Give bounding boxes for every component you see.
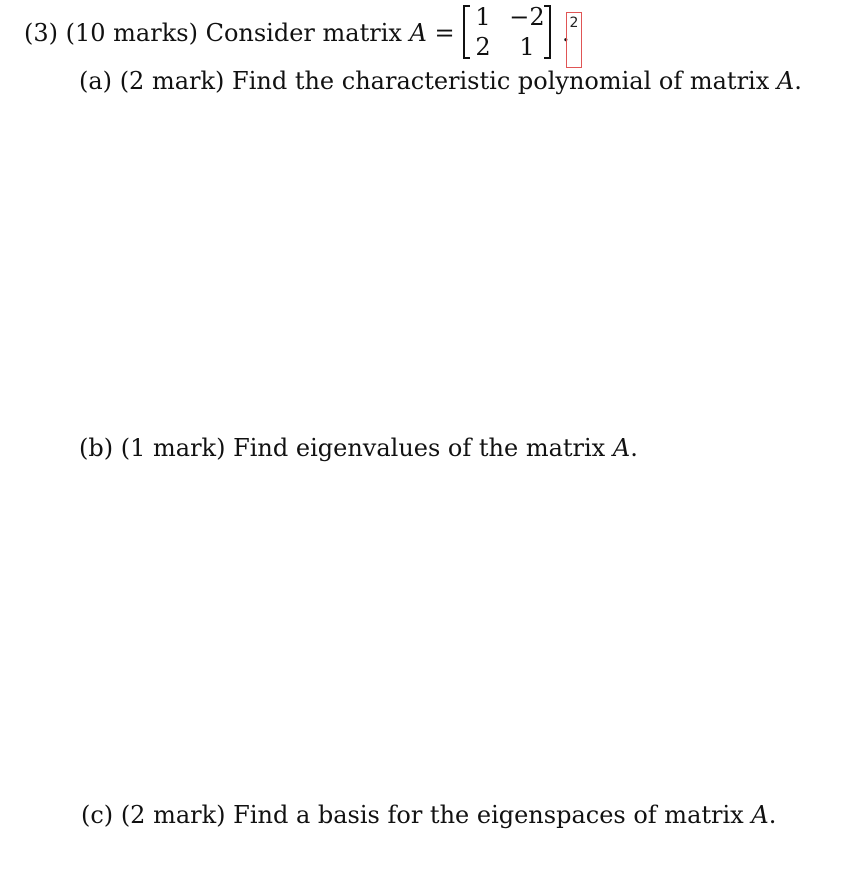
part-a-end: . (794, 67, 802, 95)
annotation-box (566, 12, 582, 68)
matrix-a (461, 2, 553, 62)
matrix-right-bracket (544, 5, 551, 59)
question-intro: Consider matrix (205, 19, 402, 47)
part-b-text: Find eigenvalues of the matrix (233, 434, 606, 462)
matrix-cell: 2 (475, 33, 491, 61)
matrix-cell: 1 (519, 33, 535, 61)
matrix-period: . (562, 19, 570, 47)
question-marks: (10 marks) (65, 19, 198, 47)
annotation-label: 2 (569, 15, 579, 31)
part-c (81, 801, 776, 829)
part-b (79, 434, 638, 462)
part-c-symbol: A (751, 801, 769, 829)
part-c-end: . (768, 801, 777, 829)
part-a-marks: (2 mark) (119, 67, 225, 95)
matrix-cell: −2 (509, 3, 545, 31)
part-a (79, 67, 802, 95)
question-number: (3) (24, 19, 58, 47)
part-a-symbol: A (776, 67, 795, 95)
part-b-end: . (630, 434, 638, 462)
question-header (24, 19, 455, 47)
part-a-label: (a) (79, 67, 113, 95)
equals-sign: = (434, 19, 455, 47)
part-b-symbol: A (612, 434, 631, 462)
part-c-text: Find a basis for the eigenspaces of matrix (233, 801, 744, 829)
part-c-marks: (2 mark) (120, 801, 226, 829)
matrix-cell: 1 (475, 3, 491, 31)
part-b-label: (b) (79, 434, 114, 462)
part-c-label: (c) (81, 801, 114, 829)
part-a-text: Find the characteristic polynomial of matrix (232, 67, 770, 95)
part-b-marks: (1 mark) (120, 434, 226, 462)
matrix-symbol: A (409, 19, 427, 47)
